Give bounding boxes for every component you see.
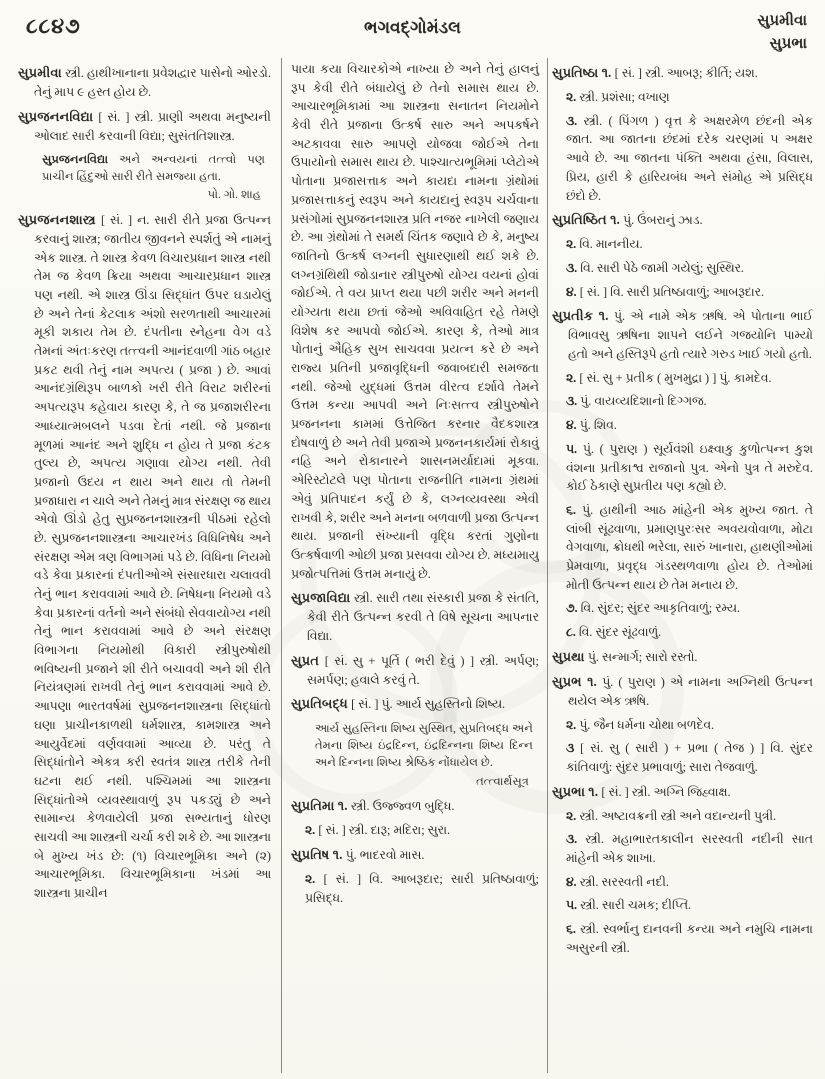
sense-number: ૪. xyxy=(565,284,580,299)
sense-number: ૮. xyxy=(565,625,579,639)
sense-number: ૬. xyxy=(565,922,581,937)
headword: સુપ્રજનનવિદ્યા xyxy=(18,108,99,124)
headword: સુપ્રભ ૧. xyxy=(551,673,603,689)
headword: સુપ્રતિષ્ઠા ૧. xyxy=(551,65,615,80)
dictionary-entry: સુપ્રભ ૧. પું. ( પુરાણ ) એ નામના અગ્નિથી ઉત્પન્ન થયેલ એક ઋષિ. xyxy=(551,673,813,708)
headword: સુપ્રતીક ૧. xyxy=(551,308,615,324)
entry-sense: ૨. સ્ત્રી. અષ્ટાવક્રની સ્ત્રી અને વદાન્યની પુત્રી. xyxy=(565,808,777,823)
entry-sense: ૮. વિ. સુંદર સૂંઢવાળું. xyxy=(565,625,662,639)
entry-sense: ૩. પું. વાયવ્યદિશાનો દિગ્ગજ. xyxy=(565,394,707,409)
entry-sense: ૭. વિ. સુંદર; સુંદર આકૃતિવાળું; રમ્ય. xyxy=(565,601,740,616)
entry-sense: ૪. પું. શિવ. xyxy=(565,418,617,433)
guide-word-last: સુપ્રભા xyxy=(769,35,807,52)
guide-words xyxy=(757,10,807,55)
sense-number: ૩. xyxy=(565,394,581,409)
sense-number: ૫. xyxy=(565,898,581,913)
entry-sense: ૩ [ સં. સુ ( સારી ) + પ્રભા ( તેજ ) ] વિ. સુંદર કાંતિવાળું: સુંદર પ્રભાવાળું; સારા તેજવાળું. xyxy=(565,741,813,774)
headword: સુપ્રમીવા xyxy=(18,65,66,80)
headword: સુપ્રજાવિદ્યા xyxy=(290,590,355,606)
continued-text: પાયા કયા વિચારકોએ નાખ્યા છે અને તેનું હાલનું રૂપ કેવી રીતે બંધાયેલું છે તેનો સમાસ થાય છે. આચારભૂમિકામાં આ શાસ્ત્રના સનાતન નિયમોને કેવી રીતે પ્રજાના ઉત્કર્ષ સારુ અને અપકર્ષને અટકાવવા સારુ આપણે યોજવા જોઈએ તેના ઉપાયોનો સમાસ થાય છે. પાશ્ચાત્યભૂમિમાં પ્લેટોએ પોતાના પ્રજાસત્તાક અને કાયદા નામના ગ્રંથોમાં પ્રજાસત્તાકનું સ્વરૂપ અને કાયદાનું સ્વરૂપ ચર્ચવાના પ્રસંગોમાં સુપ્રજનનશાસ્ત્ર પ્રતિ નજર નાખેલી જણાય છે. આ ગ્રંથોમાં તે સમર્થ ચિંતક જણાવે છે કે, મનુષ્ય જાતિનો ઉત્કર્ષ લગ્નની સુધારણાથી થઈ શકે છે. લગ્નગ્રંથિથી જોડાનાર સ્ત્રીપુરુષો યોગ્ય વયનાં હોવાં જોઈએ. તે વય પ્રાપ્ત થયા પછી શરીર અને મનની યોગ્યતા થયા છતાં જેઓ અવિવાહિત રહે તેમણે વિશેષ કર આપવો જોઈએ. કારણ કે, તેઓ માત્ર પોતાનું ઐહિક સુખ સાચવવા પ્રયત્ન કરે છે અને રાજ્ય પ્રતિની પ્રજાવૃદ્ધિની જવાબદારી સમજતા નથી. જેઓ યુદ્ધમાં ઉત્તમ વીરત્વ દર્શાવે તેમને ઉત્તમ કન્યા આપવી અને નિઃસત્ત્વ સ્ત્રીપુરુષોને પ્રજનનના કામમાં ઉત્તેજિત કરનાર વૈદકશાસ્ત્ર દોષવાળું છે અને તેવી પ્રજાએ પ્રજનનકાર્યમાં રોકાવું નહિ અને રોકાનારને શાસનમર્યાદામાં મૂકવા. એરિસ્ટોટલે પણ પોતાના રાજનીતિ નામના ગ્રંથમાં એવું પ્રતિપાદન કર્યું છે કે, લગ્નવ્યવસ્થા એવી રાખવી કે, શરીર અને મનના બળવાળી પ્રજા ઉત્પન્ન થાય. પ્રજાની સંખ્યાની વૃદ્ધિ કરતાં ગુણોના ઉત્કર્ષવાળી ઓછી પ્રજા પ્રસવવા યોગ્ય છે. મધ્યમાયુ પ્રજોત્પત્તિમાં ઉત્તમ મનાયું છે. xyxy=(290,62,539,581)
sense-number: ૨. xyxy=(565,237,580,252)
headword: સુપ્રથા xyxy=(551,648,588,664)
entry-sense: ૨. વિ. માનનીય. xyxy=(565,237,643,252)
book-title: ભગવદ્ગોમંડલ xyxy=(364,18,461,37)
sense-number: ૩. xyxy=(565,832,586,847)
dictionary-entry: સુપ્રતિષ્ઠા ૧. [ સં. ] સ્ત્રી. આબરૂ; કીર્તિ; યશ. xyxy=(551,65,758,80)
entry-sense: ૫. પું. ( પુરાણ ) સૂર્યવંશી ઇક્ષ્વાકુ કુળોત્પન્ન કુશ વંશના પ્રતીકાશ્વ રાજાનો પુત્ર. એનો પુત્ર તે મરુદેવ. કોઈ ઠેકાણે સુપ્રતીય પણ કહ્યો છે. xyxy=(565,441,813,494)
entry-sense: ૩. વિ. સારી પેઠે જામી ગયેલું; સુસ્થિર. xyxy=(565,260,745,275)
sense-number: ૨. xyxy=(304,823,319,838)
entry-sense: ૪. [ સં. ] વિ. સારી પ્રતિષ્ઠાવાળું; આબરૂદાર. xyxy=(565,284,765,299)
headword: સુપ્રતિબદ્ધ xyxy=(290,696,352,712)
dictionary-entry: સુપ્રભા ૧. [ સં. ] સ્ત્રી. અગ્નિ જિહ્વાક્ષ. xyxy=(551,783,731,799)
sense-number: ૩. xyxy=(565,260,581,275)
dictionary-entry: સુપ્રજાવિદ્યા સ્ત્રી. સારી તથા સંસ્કારી પ્રજા કે સંતતિ, કેવી રીતે ઉત્પન્ન કરવી તે વિષે સૂચના આપનાર વિદ્યા. xyxy=(290,590,539,643)
quote-citation: તત્ત્વાર્થસૂત્ર xyxy=(476,774,529,788)
dictionary-entry: સુપ્રમીવા સ્ત્રી. હાથીખાનાના પ્રવેશદ્વાર પાસેનો ઓરડો. તેનું માપ ૯ હસ્ત હોય છે. xyxy=(18,65,271,100)
entry-sense: ૨. સ્ત્રી. પ્રશંસા; વખાણ xyxy=(565,90,670,105)
headword: સુપ્રભા ૧. xyxy=(551,783,602,799)
sense-number: ૬. xyxy=(565,502,583,517)
entry-sense: ૪. સ્ત્રી. સરસ્વતી નદી. xyxy=(565,874,669,889)
dictionary-entry: સુપ્રતિષ ૧. પું. ભાદરવો માસ. xyxy=(290,847,425,863)
dictionary-entry: સુપ્રજનનશાસ્ત્ર [ સં. ] ન. સારી રીતે પ્રજા ઉત્પન્ન કરવાનું શાસ્ત્ર; જાતીય જીવનને સ્પર્શતું એ નામનું એક શાસ્ત્ર. તે શાસ્ત્ર કેવળ વિચારપ્રધાન શાસ્ત્ર નથી તેમ જ કેવળ ક્રિયા અથવા આચારપ્રધાન શાસ્ત્ર પણ નથી. એ શાસ્ત્ર ઊંડા સિદ્ધાંત ઉપર ઘડાયેલું છે અને તેનાં કેટલાક અંશો સરળતાથી આચારમાં મૂકી શકાય તેમ છે. દંપતીના સ્નેહના વેગ વડે તેમનાં અંતઃકરણ તત્ત્વની આનંદવાળી ગાંઠ બહાર પ્રકટ થવી તેનું નામ અપત્ય ( પ્રજા ) છે. આવાં આનંદગ્રંથિરૂપ બાળકો ખરી રીતે વિરાટ શરીરનાં અપત્યરૂપ કહેવાય કારણ કે, તે જ પ્રજાશરીરના આધ્યાત્મબલને પડવા દેતાં નથી. જે પ્રજાના મૂળમાં આનંદ અને શુદ્ધિ ન હોય તે પ્રજા કંટક તુલ્ય છે, અપત્ય ગણાવા યોગ્ય નથી. તેવી પ્રજાનો ઉદય ન થાય અને થાય તો તેમની પ્રજાધારા ન ચાલે અને તેમનું માત્ર સંરક્ષણ જ થાય એવો ઊંડો હેતુ સુપ્રજનનશાસ્ત્રની પીઠમાં રહેલો છે. સુપ્રજનનશાસ્ત્રના આચારખંડ વિધિનિષેધ અને સંરક્ષણ એમ ત્રણ વિભાગમાં પડે છે. વિધિના નિયમો વડે કેવા પ્રકારનાં દંપતીઓએ સંસારધારા ચલાવવી તેનું ભાન કરાવવામાં આવે છે. નિષેધના નિયમો વડે કેવા પ્રકારનાં વર્તનો અને સંબંધો સેવવાયોગ્ય નથી તેનું ભાન કરાવવામાં આવે છે અને સંરક્ષણ વિભાગના નિયમોથી વિકારી સ્ત્રીપુરુષોથી ભવિષ્યની પ્રજાને શી રીતે બચાવવી અને શી રીતે નિયંત્રણમાં રાખવી તેનું ભાન કરાવવામાં આવે છે. આપણા ભારતવર્ષમાં સુપ્રજનનશાસ્ત્રના સિદ્ધાંતો ઘણા પ્રાચીનકાળથી ધર્મશાસ્ત્ર, કામશાસ્ત્ર અને આયુર્વેદમાં વર્ણવવામાં આવ્યા છે. પરંતુ તે સિદ્ધાંતોને એકત્ર કરી સ્વતંત્ર શાસ્ત્ર તરીકે તેની ઘટના થઈ નથી. પશ્ચિમમાં આ શાસ્ત્રના સિદ્ધાંતોએ વ્યવસ્થાવાળું રૂપ પકડ્યું છે અને સામાન્ય કેળવાયેલી પ્રજા સભ્યતાનું ધોરણ સાચવી આ શાસ્ત્રની ચર્ચા કરી શકે છે. આ શાસ્ત્રના બે મુખ્ય ખંડ છે: (૧) વિચારભૂમિકા અને (૨) આચારભૂમિકા. વિચારભૂમિકાના ખંડમાં આ શાસ્ત્રના પ્રાચીન xyxy=(18,211,271,901)
entry-sense: ૨. પું. જૈન ધર્મના ચોથા બળદેવ. xyxy=(565,717,715,732)
headword: સુપ્રતિમા ૧. xyxy=(290,798,351,814)
page-header xyxy=(0,8,825,60)
sense-number: ૩. xyxy=(565,113,584,128)
sense-number: ૨. xyxy=(565,370,580,385)
usage-quote: આર્ય સુહસ્તિના શિષ્ય સુસ્થિત, સુપ્રતિબદ્ધ અને તેમના શિષ્ય ઇંદ્રદિન્ન, ઇંદ્રદિન્નના શિષ્ય દિન્ન અને દિન્નના શિષ્ય શ્રેષ્ઠિક નોંધાયેલ છે. xyxy=(314,721,533,770)
sense-number: ૨. xyxy=(565,90,580,105)
headword: સુપ્રત xyxy=(290,652,325,668)
entry-sense: ૬. પું. હાથીની આઠ માંહેની એક મુખ્ય જાત. તે લાંબી સૂંઢવાળા, પ્રમાણપુરઃસર અવયવોવાળા, મોટા વેગવાળા, ક્રોધથી ભરેલા, સારું ખાનારા, હાથણીઓમાં પ્રેમવાળા, પ્રવૃદ્ધ ગંડસ્થળવાળા હોય છે. તેઓમાં મોતી ઉત્પન્ન થાય છે તેમ મનાય છે. xyxy=(565,502,813,592)
page-number: ૮૮૪૭ xyxy=(26,14,81,38)
entry-sense: ૨. [ સં. ] સ્ત્રી. દારૂ; મદિરા; સુરા. xyxy=(304,823,451,838)
quote-citation: પો. ગો. શાહ xyxy=(207,188,261,202)
entry-sense: ૩. સ્ત્રી. મહાભારતકાલીન સરસ્વતી નદીની સાત માંહેની એક શાખા. xyxy=(565,832,813,865)
entry-sense: ૨. [ સં. ] વિ. આબરૂદાર; સારી પ્રતિષ્ઠાવાળું; પ્રસિદ્ધ. xyxy=(304,872,539,905)
headword: સુપ્રતિષ ૧. xyxy=(290,847,346,863)
dictionary-entry: સુપ્રતિષ્ઠિત ૧. પું. ઉંબરાનું ઝાડ. xyxy=(551,212,703,228)
sense-number: ૨. xyxy=(304,872,324,887)
entry-sense: ૬. સ્ત્રી. સ્વર્ભાનુ દાનવની કન્યા અને નમુચિ નામના અસુરની સ્ત્રી. xyxy=(565,922,813,955)
entry-sense: ૩. સ્ત્રી. ( પિંગળ ) વૃત્ત કે અક્ષરમેળ છંદની એક જાત. આ જાતના છંદમાં દરેક ચરણમાં ૫ અક્ષર આવે છે. આ જાતના પંક્તિ અથવા હંસા, વિલાસ, પ્રિય, હારી કે હારિયબંધ અને સંમોહ એ પ્રસિદ્ધ છંદો છે. xyxy=(565,113,813,203)
column-right xyxy=(548,58,815,1073)
sense-number: ૩ xyxy=(565,741,581,756)
column-middle xyxy=(281,58,548,1073)
dictionary-entry: સુપ્રતીક ૧. પું. એ નામે એક ઋષિ. એ પોતાના ભાઈ વિભાવસુ ઋષિના શાપને લઈને ગજયોનિ પામ્યો હતો અને હસ્તિરૂપે હતો ત્યારે ગરુડ ખાઈ ગયો હતો. xyxy=(551,308,813,362)
dictionary-entry: સુપ્રતિમા ૧. સ્ત્રી. ઉજ્જ્વળ બુદ્ધિ. xyxy=(290,798,455,814)
sense-number: ૨. xyxy=(565,808,580,823)
dictionary-entry: સુપ્રતિબદ્ધ [ સં. ] પું. આર્ય સુહસ્તિનો શિષ્ય. xyxy=(290,696,506,712)
headword: સુપ્રજનનવિદ્યા xyxy=(42,152,120,166)
guide-word-first: સુપ્રમીવા xyxy=(757,13,807,29)
dictionary-entry: સુપ્રત [ સં. સુ + પૂર્તિ ( ભરી દેવું ) ] સ્ત્રી. અર્પણ; સમર્પણ; હવાલે કરવું તે. xyxy=(290,652,539,687)
headword: સુપ્રતિષ્ઠિત ૧. xyxy=(551,212,624,228)
entry-sense: ૫. સ્ત્રી. સારી ચમક; દીપ્તિ. xyxy=(565,898,692,913)
usage-quote: સુપ્રજનનવિદ્યા અને અન્વયનાં તત્ત્વો પણ પ્રાચીન હિંદુઓ સારી રીતે સમજ્યા હતા. xyxy=(42,152,265,183)
entry-sense: ૨. [ સં. સુ + પ્રતીક ( મુખમુદ્રા ) ] પું. કામદેવ. xyxy=(565,370,772,385)
dictionary-entry: સુપ્રથા પું. સન્માર્ગ; સારો રસ્તો. xyxy=(551,648,698,664)
text-columns xyxy=(14,58,815,1073)
headword: સુપ્રજનનશાસ્ત્ર xyxy=(18,211,101,227)
column-left xyxy=(14,58,281,1073)
sense-number: ૪. xyxy=(565,418,580,433)
sense-number: ૨. xyxy=(565,717,580,732)
sense-number: ૪. xyxy=(565,874,580,889)
sense-number: ૭. xyxy=(565,601,581,616)
dictionary-entry: સુપ્રજનનવિદ્યા [ સં. ] સ્ત્રી. પ્રાણી અથવા મનુષ્યની ઓલાદ સારી કરવાની વિદ્યા; સુસંતતિશાસ્ત્ર. xyxy=(18,108,271,143)
sense-number: ૫. xyxy=(565,441,583,456)
